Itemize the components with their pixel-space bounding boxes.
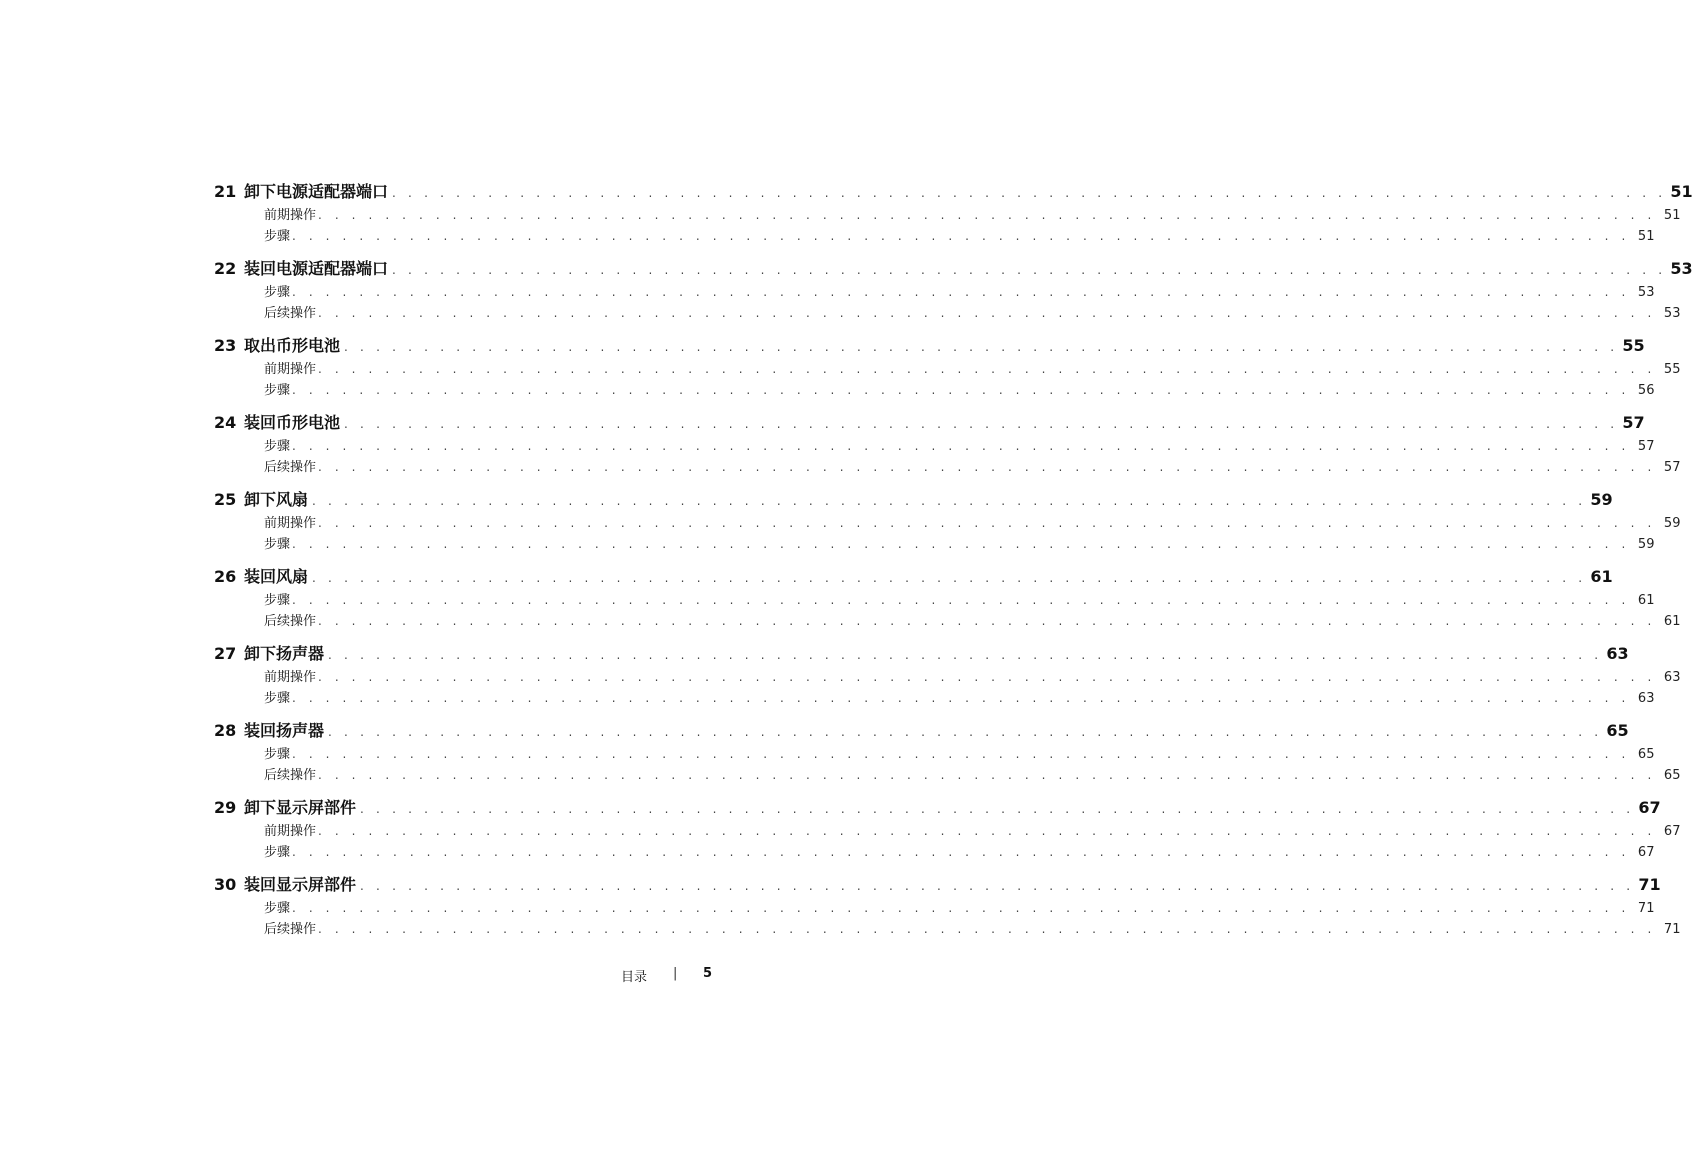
chapter-title: 取出币形电池	[244, 336, 341, 355]
entry-page-number: 65	[1663, 767, 1681, 783]
entry-page-number: 51	[1637, 228, 1655, 244]
dot-leader: . . . . . . . . . . . . . . . . . . . . . . . . . . . . . . . . . . . . . . . . . . . . . . . . . . . . . . . . . . . . . . . . . . . . . . . . . . . . . . . .	[318, 824, 1656, 838]
toc-chapter-row[interactable]	[214, 872, 1661, 897]
dot-leader: . . . . . . . . . . . . . . . . . . . . . . . . . . . . . . . . . . . . . . . . . . . . . . . . . . . . . . . . . . . . . . . . . . . . . . . . . . . . . . . .	[292, 439, 1630, 453]
chapter-page-number: 53	[1670, 259, 1693, 278]
entry-title: 步骤	[264, 285, 291, 300]
entry-page-number: 67	[1663, 824, 1681, 839]
chapter-number: 22	[214, 259, 237, 278]
dot-leader: . . . . . . . . . . . . . . . . . . . . . . . . . . . . . . . . . . . . . . . . . . . . . . . . . . . . . . . . . . . . . . . . . . . . . . . . . . . . . . . .	[318, 613, 1656, 628]
chapter-page-number: 59	[1590, 490, 1613, 509]
entry-title: 步骤	[264, 901, 291, 916]
toc-chapter-row[interactable]	[214, 333, 1645, 358]
dot-leader: . . . . . . . . . . . . . . . . . . . . . . . . . . . . . . . . . . . . . . . . . . . . . . . . . . . . . . . . . . . . . . . . . . . . . . . . . . . . . . . .	[292, 382, 1630, 397]
dot-leader: . . . . . . . . . . . . . . . . . . . . . . . . . . . . . . . . . . . . . . . . . . . . . . . . . . . . . . . . . . . . . . . . . . . . . . . . . . . . . . . .	[318, 208, 1656, 222]
chapter-title: 装回扬声器	[244, 721, 325, 740]
entry-page-number: 59	[1663, 516, 1681, 531]
dot-leader: . . . . . . . . . . . . . . . . . . . . . . . . . . . . . . . . . . . . . . . . . . . . . . . . . . . . . . . . . . . . . . . . . . . . . . . . . . . . . . . .	[292, 901, 1630, 915]
dot-leader: . . . . . . . . . . . . . . . . . . . . . . . . . . . . . . . . . . . . . . . . . . . . . . . . . . . . . . . . . . . . . . . . . . . . . . . . . . . . . . . .	[318, 305, 1656, 320]
dot-leader: . . . . . . . . . . . . . . . . . . . . . . . . . . . . . . . . . . . . . . . . . . . . . . . . . . . . . . . . . . . . . . . . . . . . . . . . . . . . . . . .	[318, 921, 1656, 936]
toc-chapter	[214, 872, 1681, 938]
chapter-page-number: 67	[1638, 798, 1661, 817]
chapter-page-number: 63	[1606, 644, 1629, 663]
chapter-number: 28	[214, 721, 237, 740]
chapter-title: 装回风扇	[244, 567, 309, 586]
entry-page-number: 67	[1637, 844, 1655, 860]
toc-entry-row[interactable]	[214, 281, 1655, 302]
toc-entry-row[interactable]	[214, 435, 1655, 456]
entry-page-number: 53	[1637, 285, 1655, 300]
entry-page-number: 59	[1637, 536, 1655, 552]
dot-leader: . . . . . . . . . . . . . . . . . . . . . . . . . . . . . . . . . . . . . . . . . . . . . . . . . . . . . . . . . . . . . . . . . . . . . . . . . . . . . . . .	[292, 593, 1630, 607]
dot-leader: . . . . . . . . . . . . . . . . . . . . . . . . . . . . . . . . . . . . . . . . . . . . . . . . . . . . . . . . . . . . . . . . . . . . . . . . . . . . . . . .	[392, 263, 1667, 277]
entry-page-number: 71	[1663, 921, 1681, 937]
toc-entry-row[interactable]	[214, 666, 1681, 687]
chapter-page-number: 61	[1590, 567, 1613, 586]
toc-entry-row[interactable]	[214, 820, 1681, 841]
chapter-number: 27	[214, 644, 237, 663]
dot-leader: . . . . . . . . . . . . . . . . . . . . . . . . . . . . . . . . . . . . . . . . . . . . . . . . . . . . . . . . . . . . . . . . . . . . . . . . . . . . . . . .	[292, 228, 1630, 243]
entry-title: 前期操作	[264, 824, 317, 839]
toc-chapter	[214, 718, 1681, 784]
footer-separator: |	[673, 966, 678, 981]
chapter-title: 卸下风扇	[244, 490, 309, 509]
dot-leader: . . . . . . . . . . . . . . . . . . . . . . . . . . . . . . . . . . . . . . . . . . . . . . . . . . . . . . . . . . . . . . . . . . . . . . . . . . . . . . . .	[292, 536, 1630, 551]
toc-chapter-row[interactable]	[214, 718, 1629, 743]
entry-title: 步骤	[264, 228, 291, 244]
toc-entry-row[interactable]	[214, 687, 1655, 708]
chapter-page-number: 55	[1622, 336, 1645, 355]
entry-page-number: 57	[1637, 439, 1655, 454]
table-of-contents	[214, 179, 1693, 949]
dot-leader: . . . . . . . . . . . . . . . . . . . . . . . . . . . . . . . . . . . . . . . . . . . . . . . . . . . . . . . . . . . . . . . . . . . . . . . . . . . . . . . .	[318, 459, 1656, 474]
toc-entry-row[interactable]	[214, 743, 1655, 764]
toc-chapter-row[interactable]	[214, 795, 1661, 820]
entry-title: 后续操作	[264, 305, 317, 321]
dot-leader: . . . . . . . . . . . . . . . . . . . . . . . . . . . . . . . . . . . . . . . . . . . . . . . . . . . . . . . . . . . . . . . . . . . . . . . . . . . . . . . .	[392, 186, 1667, 200]
entry-page-number: 57	[1663, 459, 1681, 475]
toc-entry-row[interactable]	[214, 897, 1655, 918]
toc-chapter	[214, 256, 1693, 322]
entry-title: 后续操作	[264, 767, 317, 783]
entry-title: 后续操作	[264, 459, 317, 475]
toc-entry-row[interactable]	[214, 533, 1655, 554]
chapter-page-number: 57	[1622, 413, 1645, 432]
chapter-page-number: 71	[1638, 875, 1661, 894]
toc-chapter-row[interactable]	[214, 487, 1613, 512]
toc-entry-row[interactable]	[214, 841, 1655, 862]
dot-leader: . . . . . . . . . . . . . . . . . . . . . . . . . . . . . . . . . . . . . . . . . . . . . . . . . . . . . . . . . . . . . . . . . . . . . . . . . . . . . . . .	[318, 516, 1656, 530]
entry-title: 前期操作	[264, 516, 317, 531]
footer-section-label: 目录	[621, 970, 648, 985]
toc-entry-row[interactable]	[214, 379, 1655, 400]
entry-page-number: 65	[1637, 747, 1655, 762]
toc-entry-row[interactable]	[214, 764, 1681, 785]
entry-page-number: 61	[1637, 593, 1655, 608]
toc-chapter	[214, 564, 1681, 630]
dot-leader: . . . . . . . . . . . . . . . . . . . . . . . . . . . . . . . . . . . . . . . . . . . . . . . . . . . . . . . . . . . . . . . . . . . . . . . . . . . . . . . .	[318, 670, 1656, 684]
dot-leader: . . . . . . . . . . . . . . . . . . . . . . . . . . . . . . . . . . . . . . . . . . . . . . . . . . . . . . . . . . . . . . . . . . . . . . . . . . . . . . . .	[292, 844, 1630, 859]
entry-title: 后续操作	[264, 613, 317, 629]
dot-leader: . . . . . . . . . . . . . . . . . . . . . . . . . . . . . . . . . . . . . . . . . . . . . . . . . . . . . . . . . . . . . . . . . . . . . . . . . . . . . . . .	[292, 747, 1630, 761]
dot-leader: . . . . . . . . . . . . . . . . . . . . . . . . . . . . . . . . . . . . . . . . . . . . . . . . . . . . . . . . . . . . . . . . . . . . . . . . . . . . . . . .	[360, 879, 1635, 893]
entry-title: 后续操作	[264, 921, 317, 937]
toc-chapter-row[interactable]	[214, 564, 1613, 589]
entry-page-number: 63	[1637, 690, 1655, 706]
entry-title: 前期操作	[264, 208, 317, 223]
dot-leader: . . . . . . . . . . . . . . . . . . . . . . . . . . . . . . . . . . . . . . . . . . . . . . . . . . . . . . . . . . . . . . . . . . . . . . . . . . . . . . . .	[312, 494, 1587, 508]
toc-entry-row[interactable]	[214, 225, 1655, 246]
toc-entry-row[interactable]	[214, 589, 1655, 610]
entry-page-number: 63	[1663, 670, 1681, 685]
chapter-number: 26	[214, 567, 237, 586]
chapter-page-number: 65	[1606, 721, 1629, 740]
chapter-number: 29	[214, 798, 237, 817]
entry-title: 步骤	[264, 382, 291, 398]
dot-leader: . . . . . . . . . . . . . . . . . . . . . . . . . . . . . . . . . . . . . . . . . . . . . . . . . . . . . . . . . . . . . . . . . . . . . . . . . . . . . . . .	[360, 802, 1635, 816]
chapter-number: 21	[214, 182, 237, 201]
entry-page-number: 53	[1663, 305, 1681, 321]
dot-leader: . . . . . . . . . . . . . . . . . . . . . . . . . . . . . . . . . . . . . . . . . . . . . . . . . . . . . . . . . . . . . . . . . . . . . . . . . . . . . . . .	[344, 340, 1619, 354]
entry-title: 步骤	[264, 439, 291, 454]
toc-chapter	[214, 487, 1681, 553]
dot-leader: . . . . . . . . . . . . . . . . . . . . . . . . . . . . . . . . . . . . . . . . . . . . . . . . . . . . . . . . . . . . . . . . . . . . . . . . . . . . . . . .	[318, 362, 1656, 376]
entry-page-number: 61	[1663, 613, 1681, 629]
toc-chapter-row[interactable]	[214, 256, 1693, 281]
chapter-number: 30	[214, 875, 237, 894]
toc-chapter-row[interactable]	[214, 179, 1693, 204]
chapter-number: 24	[214, 413, 237, 432]
dot-leader: . . . . . . . . . . . . . . . . . . . . . . . . . . . . . . . . . . . . . . . . . . . . . . . . . . . . . . . . . . . . . . . . . . . . . . . . . . . . . . . .	[292, 285, 1630, 299]
chapter-title: 卸下显示屏部件	[244, 798, 357, 817]
dot-leader: . . . . . . . . . . . . . . . . . . . . . . . . . . . . . . . . . . . . . . . . . . . . . . . . . . . . . . . . . . . . . . . . . . . . . . . . . . . . . . . .	[318, 767, 1656, 782]
chapter-title: 卸下电源适配器端口	[244, 182, 389, 201]
toc-chapter	[214, 333, 1681, 399]
toc-chapter	[214, 641, 1681, 707]
toc-chapter-row[interactable]	[214, 410, 1645, 435]
toc-entry-row[interactable]	[214, 456, 1681, 477]
entry-title: 步骤	[264, 690, 291, 706]
entry-page-number: 55	[1663, 362, 1681, 377]
entry-title: 步骤	[264, 747, 291, 762]
entry-title: 前期操作	[264, 670, 317, 685]
entry-title: 步骤	[264, 593, 291, 608]
entry-title: 前期操作	[264, 362, 317, 377]
dot-leader: . . . . . . . . . . . . . . . . . . . . . . . . . . . . . . . . . . . . . . . . . . . . . . . . . . . . . . . . . . . . . . . . . . . . . . . . . . . . . . . .	[292, 690, 1630, 705]
dot-leader: . . . . . . . . . . . . . . . . . . . . . . . . . . . . . . . . . . . . . . . . . . . . . . . . . . . . . . . . . . . . . . . . . . . . . . . . . . . . . . . .	[328, 648, 1603, 662]
toc-entry-row[interactable]	[214, 204, 1681, 225]
dot-leader: . . . . . . . . . . . . . . . . . . . . . . . . . . . . . . . . . . . . . . . . . . . . . . . . . . . . . . . . . . . . . . . . . . . . . . . . . . . . . . . .	[328, 725, 1603, 739]
toc-entry-row[interactable]	[214, 512, 1681, 533]
chapter-page-number: 51	[1670, 182, 1693, 201]
chapter-number: 25	[214, 490, 237, 509]
entry-page-number: 51	[1663, 208, 1681, 223]
chapter-title: 卸下扬声器	[244, 644, 325, 663]
footer-page-number: 5	[703, 966, 713, 981]
chapter-number: 23	[214, 336, 237, 355]
toc-chapter	[214, 410, 1681, 476]
toc-entry-row[interactable]	[214, 918, 1681, 939]
entry-title: 步骤	[264, 536, 291, 552]
toc-chapter	[214, 795, 1681, 861]
toc-chapter-row[interactable]	[214, 641, 1629, 666]
chapter-title: 装回显示屏部件	[244, 875, 357, 894]
chapter-title: 装回币形电池	[244, 413, 341, 432]
dot-leader: . . . . . . . . . . . . . . . . . . . . . . . . . . . . . . . . . . . . . . . . . . . . . . . . . . . . . . . . . . . . . . . . . . . . . . . . . . . . . . . .	[312, 571, 1587, 585]
toc-chapter	[214, 179, 1693, 245]
page-footer	[621, 966, 741, 986]
chapter-title: 装回电源适配器端口	[244, 259, 389, 278]
entry-page-number: 56	[1637, 382, 1655, 398]
entry-title: 步骤	[264, 844, 291, 860]
toc-entry-row[interactable]	[214, 302, 1681, 323]
dot-leader: . . . . . . . . . . . . . . . . . . . . . . . . . . . . . . . . . . . . . . . . . . . . . . . . . . . . . . . . . . . . . . . . . . . . . . . . . . . . . . . .	[344, 417, 1619, 431]
entry-page-number: 71	[1637, 901, 1655, 916]
toc-entry-row[interactable]	[214, 610, 1681, 631]
toc-entry-row[interactable]	[214, 358, 1681, 379]
